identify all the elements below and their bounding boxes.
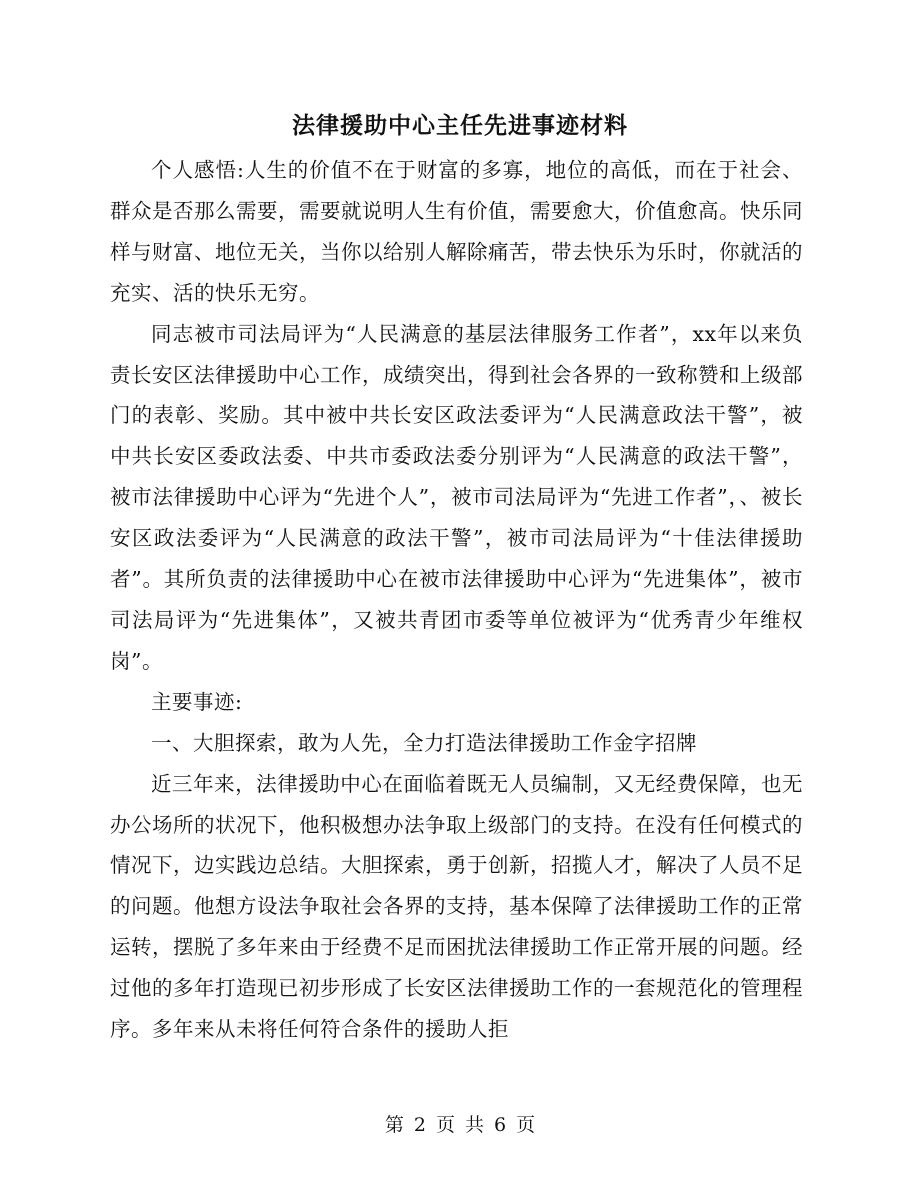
paragraph-personal-insight: 个人感悟:人生的价值不在于财富的多寡，地位的高低，而在于社会、群众是否那么需要，需要就说明人生有价值，需要愈大，价值愈高。快乐同样与财富、地位无关，当你以给别人解除痛苦，带去快乐为乐时，你就活的充实、活的快乐无穷。 [110,158,803,305]
document-title: 法律援助中心主任先进事迹材料 [292,112,628,139]
paragraph-section-one-heading: 一、大胆探索，敢为人先，全力打造法律援助工作金字招牌 [151,730,697,755]
page-number-footer: 第 2 页 共 6 页 [384,1114,536,1136]
paragraph-section-one-body: 近三年来，法律援助中心在面临着既无人员编制，又无经费保障，也无办公场所的状况下，他积极想办法争取上级部门的支持。在没有任何模式的情况下，边实践边总结。大胆探索，勇于创新，招揽人才，解决了人员不足的问题。他想方设法争取社会各界的支持，基本保障了法律援助工作的正常运转，摆脱了多年来由于经费不足而困扰法律援助工作正常开展的问题。经过他的多年打造现已初步形成了长安区法律援助工作的一套规范化的管理程序。多年来从未将任何符合条件的援助人拒 [110,771,803,1042]
paragraph-honors: 同志被市司法局评为“人民满意的基层法律服务工作者”，xx年以来负责长安区法律援助中心工作，成绩突出，得到社会各界的一致称赞和上级部门的表彰、奖励。其中被中共长安区政法委评为“人民满意政法干警”，被中共长安区委政法委、中共市委政法委分别评为“人民满意的政法干警”，被市法律援助中心评为“先进个人”，被市司法局评为“先进工作者”，、被长安区政法委评为“人民满意的政法干警”，被市司法局评为“十佳法律援助者”。其所负责的法律援助中心在被市法律援助中心评为“先进集体”，被市司法局评为“先进集体”，又被共青团市委等单位被评为“优秀青少年维权岗”。 [110,321,803,673]
paragraph-main-deeds-heading: 主要事迹: [151,689,243,714]
document-body [110,150,803,1050]
